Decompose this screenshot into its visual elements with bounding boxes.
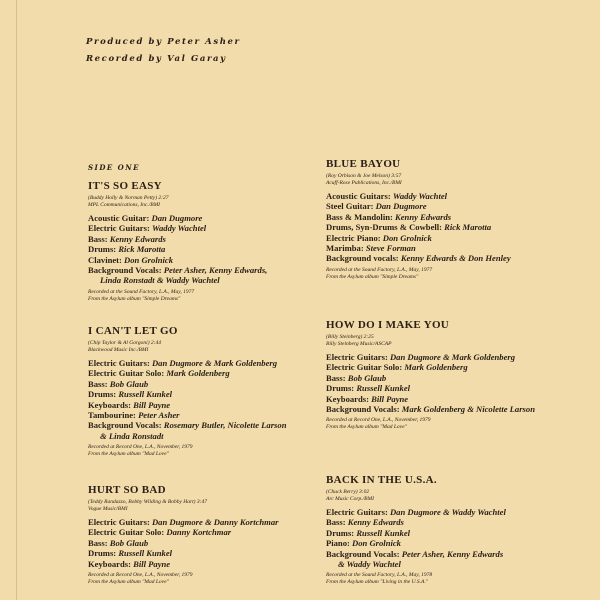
album-note: From the Asylum album "Living in the U.S.A." [326,579,429,586]
page-edge-line [16,0,17,600]
credit-line [88,527,328,537]
credit-names: & Linda Ronstadt [100,430,164,441]
credit-role: Background Vocals: [326,548,402,559]
recording-note: Recorded at Record One, L.A., November, 1979 [88,572,193,579]
recording-note: Recorded at Record One, L.A., November, 1979 [88,444,193,451]
credit-line [88,244,328,254]
credit-role: Acoustic Guitars: [326,191,393,201]
credits-list [88,213,328,286]
credit-names: Bill Payne [133,558,171,569]
credit-line [326,517,566,527]
credit-line [326,373,566,383]
credit-names: Rick Marotta [118,244,166,255]
credit-role: Steel Guitar: [326,201,376,212]
credit-line [88,548,328,558]
credit-role: Bass: [88,537,110,548]
credit-line [88,275,328,285]
song-writers: (Billy Steinberg) 2:25 [326,334,374,340]
credit-names: Peter Asher [138,410,180,421]
song-writers: (Teddy Randazzo, Bobby Wilding & Bobby Hart) 3:47 [88,499,207,505]
credit-names: Danny Kortchmar [166,527,232,538]
credit-line [326,362,566,372]
credit-names: Bob Glaub [109,378,149,389]
song-title: I CAN'T LET GO [88,325,178,337]
credit-role: Drums: [88,389,119,400]
song-section [326,474,566,586]
credit-role: Background Vocals: [88,265,164,276]
credit-line [88,517,328,527]
credit-line [88,431,328,441]
song-title: HOW DO I MAKE YOU [326,319,450,331]
credit-names: Steve Forman [365,243,416,254]
album-note: From the Asylum album "Mad Love" [88,579,169,586]
credit-names: Peter Asher, Kenny Edwards [401,548,504,559]
credit-names: Mark Goldenberg [166,368,230,379]
credit-role: Electric Guitars: [88,517,152,527]
song-publisher: Vogue Music/BMI [88,506,128,512]
credit-line [326,222,566,232]
album-note: From the Asylum album "Simple Dreams" [88,295,181,302]
song-section [88,484,328,586]
credit-names: Rosemary Butler, Nicolette Larson [163,420,287,431]
credit-line [326,201,566,211]
credit-role: Electric Guitar Solo: [88,368,167,379]
credit-names: Dan Dugmore & Danny Kortchmar [151,517,279,527]
credit-role: Marimba: [326,243,366,254]
credit-line [88,255,328,265]
credit-role: Bass: [88,233,110,244]
credit-role: Bass: [326,372,348,383]
credit-line [88,213,328,223]
credit-names: Dan Dugmore [375,201,427,212]
song-writers: (Chuck Berry) 3:02 [326,489,370,495]
credit-names: Bob Glaub [109,537,149,548]
credit-role: Electric Guitars: [326,352,390,362]
credit-role: Clavinet: [88,254,125,265]
album-note: From the Asylum album "Simple Dreams" [326,273,419,280]
album-note: From the Asylum album "Mad Love" [326,424,407,431]
credit-line [326,394,566,404]
credit-names: Dan Dugmore & Waddy Wachtel [389,507,506,517]
song-section [326,158,566,281]
credit-line [326,233,566,243]
song-section [88,180,328,303]
credit-names: Kenny Edwards & Don Henley [400,253,511,264]
credit-names: Don Grolnick [382,232,432,243]
song-publisher: Blackwood Music Inc./BMI [88,347,149,353]
credit-line [88,400,328,410]
credit-role: Electric Guitar Solo: [326,362,405,373]
credit-names: Waddy Wachtel [392,191,448,201]
credit-line [88,389,328,399]
song-section [326,319,566,431]
credit-names: Don Grolnick [124,254,173,265]
song-publisher: Acuff-Rose Publications, Inc./BMI [326,180,402,186]
credit-names: Linda Ronstadt & Waddy Wachtel [100,275,220,286]
credit-line [88,420,328,430]
credit-names: & Waddy Wachtel [338,559,401,570]
credit-line [326,352,566,362]
recorded-by: Recorded by Val Garay [86,54,227,64]
credit-line [326,212,566,222]
recording-note: Recorded at Record One, L.A., November, 1979 [326,417,431,424]
credit-names: Russell Kunkel [118,548,173,559]
song-writers: (Roy Orbison & Joe Melson) 3:57 [326,173,402,179]
credit-line [326,191,566,201]
credit-line [88,358,328,368]
credit-role: Electric Guitars: [326,507,390,517]
recording-note: Recorded at the Sound Factory, L.A., May, 1977 [326,266,433,273]
song-publisher: MPL Communications, Inc./BMI [88,202,161,208]
credit-names: Kenny Edwards [395,211,452,222]
credit-role: Keyboards: [88,558,134,569]
credit-role: Electric Piano: [326,232,383,243]
credit-role: Drums: [88,548,119,559]
credits-list [88,358,328,441]
song-publisher: Arc Music Corp./BMI [326,496,374,502]
song-writers: (Chip Taylor & Al Gorgoni) 2:44 [88,340,161,346]
credit-role: Electric Guitars: [88,358,152,368]
credit-names: Russell Kunkel [356,527,411,538]
credit-names: Dan Dugmore & Mark Goldenberg [151,358,278,368]
credit-names: Mark Goldenberg & Nicolette Larson [401,404,535,415]
song-title: HURT SO BAD [88,484,166,496]
credit-line [88,368,328,378]
credit-role: Keyboards: [88,399,134,410]
credit-line [88,410,328,420]
credit-line [88,559,328,569]
album-note: From the Asylum album "Mad Love" [88,451,169,458]
song-title: BLUE BAYOU [326,158,401,170]
credit-names: Peter Asher, Kenny Edwards, [163,265,268,276]
credit-role: Keyboards: [326,393,372,404]
credit-role: Electric Guitar Solo: [88,527,167,538]
credit-names: Don Grolnick [352,538,401,549]
side-label: SIDE ONE [88,163,141,172]
credit-role: Piano: [326,538,353,549]
credit-names: Bill Payne [371,393,409,404]
credit-line [326,528,566,538]
credit-line [88,538,328,548]
credit-line [326,507,566,517]
credit-names: Waddy Wachtel [151,223,207,234]
credits-list [326,191,566,264]
credit-names: Rick Marotta [444,222,492,233]
credit-names: Dan Dugmore [151,213,203,223]
credit-names: Dan Dugmore & Mark Goldenberg [389,352,516,362]
song-title: BACK IN THE U.S.A. [326,474,437,486]
credits-list [326,507,566,569]
credit-line [326,253,566,263]
song-publisher: Billy Steinberg Music/ASCAP [326,341,392,347]
credit-names: Mark Goldenberg [404,362,468,373]
song-title: IT'S SO EASY [88,180,162,192]
credit-role: Bass: [88,378,110,389]
recording-note: Recorded at the Sound Factory, L.A., May, 1977 [88,288,195,295]
credit-role: Background vocals: [326,253,401,264]
credit-line [326,404,566,414]
recording-note: Recorded at the Sound Factory, L.A., May, 1978 [326,572,433,579]
credit-names: Russell Kunkel [356,383,411,394]
credit-line [88,265,328,275]
credit-role: Background Vocals: [326,404,402,415]
credits-list [88,517,328,569]
credit-role: Electric Guitars: [88,223,152,234]
credit-role: Background Vocals: [88,420,164,431]
credit-line [88,234,328,244]
credit-names: Kenny Edwards [109,233,166,244]
credit-line [88,379,328,389]
credit-line [326,559,566,569]
credits-list [326,352,566,414]
credit-line [326,383,566,393]
credit-role: Drums: [326,383,357,394]
credit-role: Drums: [326,527,357,538]
song-writers: (Buddy Holly & Norman Petty) 2:27 [88,195,169,201]
credit-names: Russell Kunkel [118,389,173,400]
credit-line [88,223,328,233]
credit-names: Kenny Edwards [347,517,404,528]
credit-names: Bill Payne [133,399,171,410]
credit-role: Drums, Syn-Drums & Cowbell: [326,222,445,233]
credit-line [326,538,566,548]
credit-role: Tambourine: [88,410,139,421]
produced-by: Produced by Peter Asher [86,37,241,47]
credit-role: Acoustic Guitar: [88,213,152,223]
credit-line [326,243,566,253]
credit-names: Bob Glaub [347,372,387,383]
song-section [88,325,328,458]
credit-role: Bass: [326,517,348,528]
credit-line [326,549,566,559]
credit-role: Bass & Mandolin: [326,211,396,222]
credit-role: Drums: [88,244,119,255]
